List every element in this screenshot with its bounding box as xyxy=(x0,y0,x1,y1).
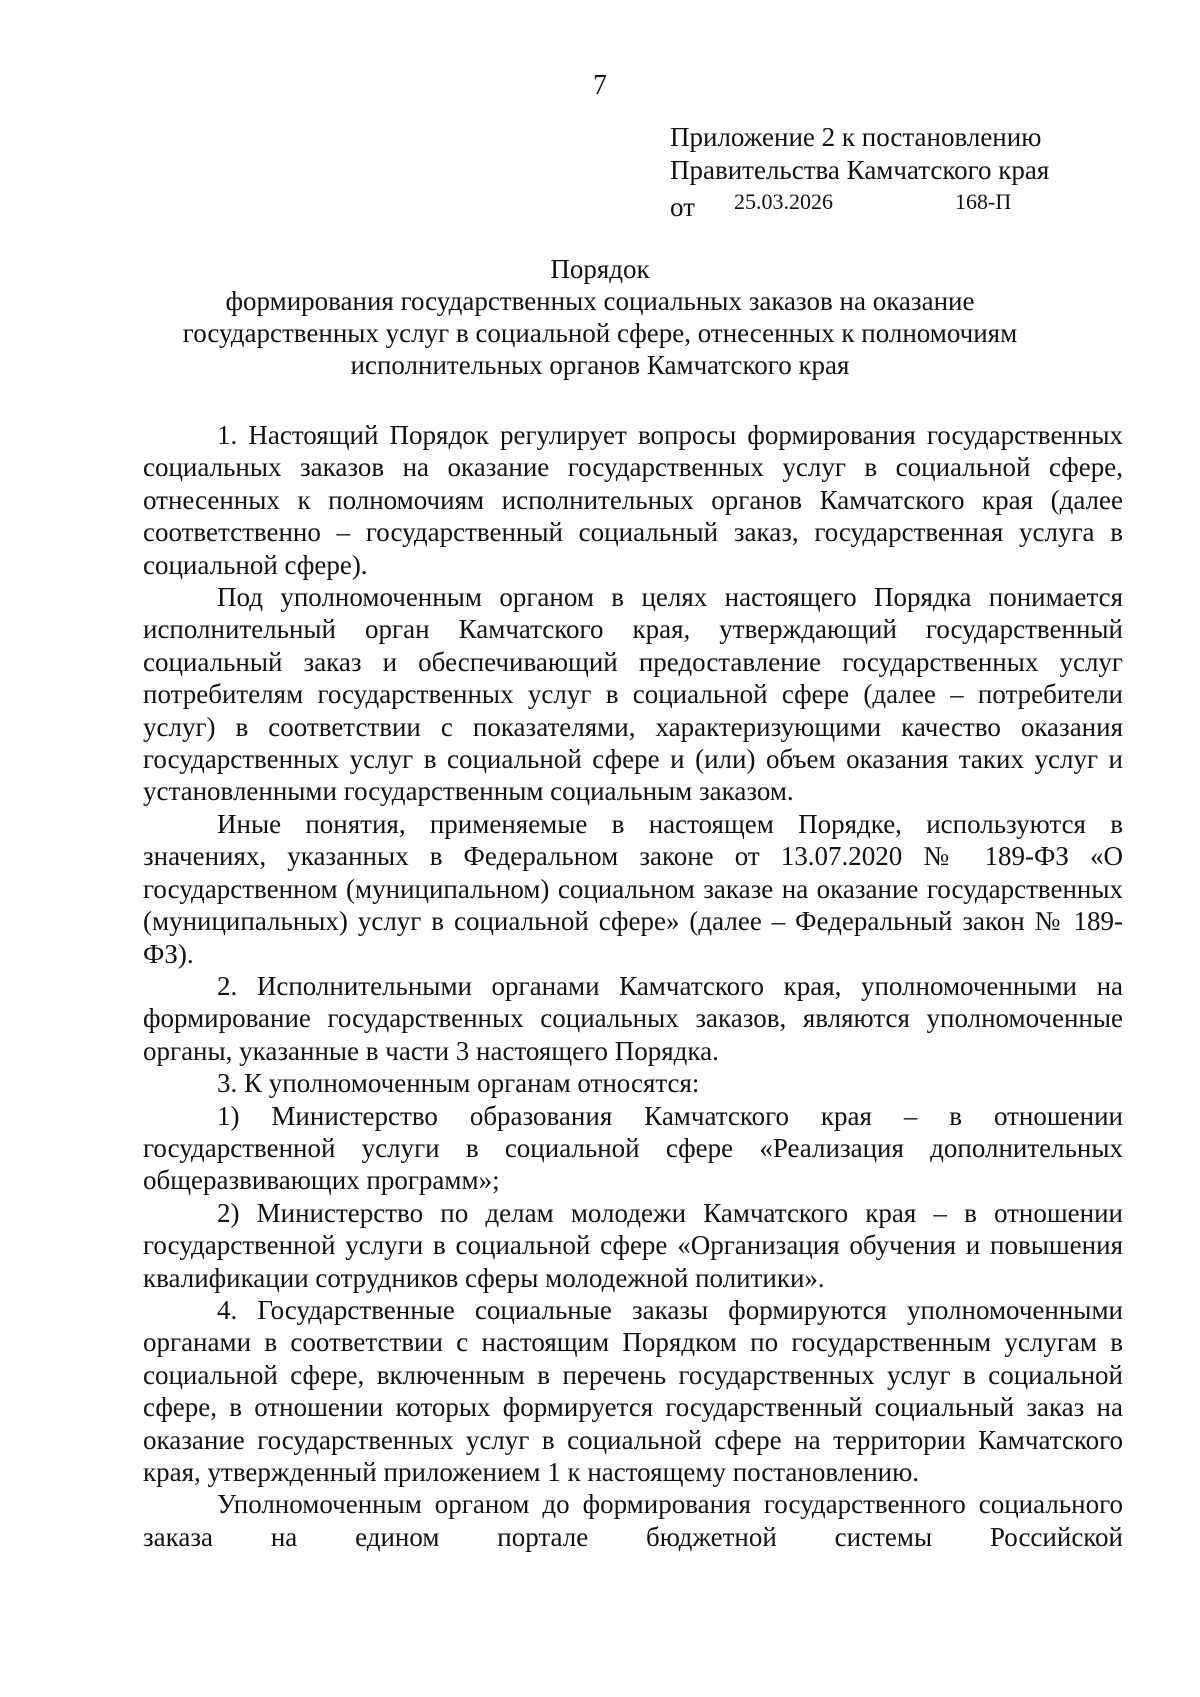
paragraph-5: 3. К уполномоченным органам относятся: xyxy=(217,1068,700,1099)
title-heading: Порядок xyxy=(550,254,650,284)
document-body xyxy=(143,419,1123,1553)
paragraph-3: Иные понятия, применяемые в настоящем Порядке, используются в значениях, указанных в Федеральном законе от 13.07.2020 № 189-ФЗ «О государственном (муниципальном) социальном заказе на оказание государственных (муниципальных) услуг в социальной сфере» (далее – Федеральный закон № 189-ФЗ). xyxy=(143,808,1123,969)
paragraph-1: 1. Настоящий Порядок регулирует вопросы формирования государственных социальных заказов на оказание государственных услуг в социальной сфере, отнесенных к полномочиям исполнительных органов Камчатского края (далее соответственно – государственный социальный заказ, государственная услуга в социальной сфере). xyxy=(143,420,1123,580)
annex-ot: от xyxy=(670,192,695,222)
annex-date-line xyxy=(670,187,1140,221)
document-title xyxy=(150,253,1050,381)
page-number: 7 xyxy=(593,70,607,101)
title-line-1: формирования государственных социальных заказов на оказание xyxy=(225,286,975,316)
annex-header xyxy=(670,121,1140,221)
paragraph-2: Под уполномоченным органом в целях настоящего Порядка понимается исполнительный орган Камчатского края, утверждающий государственный социальный заказ и обеспечивающий предоставление государственных услуг потребителям государственных услуг в социальной сфере (далее – потребители услуг) в соответствии с показателями, характеризующими качество оказания государственных услуг в социальной сфере и (или) объем оказания таких услуг и установленными государственным социальным заказом. xyxy=(143,582,1123,807)
title-line-2: государственных услуг в социальной сфере, отнесенных к полномочиям xyxy=(182,318,1018,348)
annex-line-1: Приложение 2 к постановлению xyxy=(670,122,1042,152)
annex-number: 168-П xyxy=(955,189,1012,214)
paragraph-6: 1) Министерство образования Камчатского края – в отношении государственной услуги в социальной сфере «Реализация дополнительных общеразвивающих программ»; xyxy=(143,1100,1123,1196)
title-line-3: исполнительных органов Камчатского края xyxy=(350,350,850,380)
paragraph-7: 2) Министерство по делам молодежи Камчатского края – в отношении государственной услуги в социальной сфере «Организация обучения и повышения квалификации сотрудников сферы молодежной политики». xyxy=(143,1197,1123,1293)
paragraph-9: Уполномоченным органом до формирования государственного социального заказа на едином портале бюджетной системы Российской xyxy=(143,1489,1123,1552)
annex-date: 25.03.2026 xyxy=(734,189,833,214)
annex-line-2: Правительства Камчатского края xyxy=(670,155,1050,185)
paragraph-4: 2. Исполнительными органами Камчатского края, уполномоченными на формирование государственных социальных заказов, являются уполномоченные органы, указанные в части 3 настоящего Порядка. xyxy=(143,970,1123,1066)
paragraph-8: 4. Государственные социальные заказы формируются уполномоченными органами в соответствии с настоящим Порядком по государственным услугам в социальной сфере, включенным в перечень государственных услуг в социальной сфере, в отношении которых формируется государственный социальный заказ на оказание государственных услуг в социальной сфере на территории Камчатского края, утвержденный приложением 1 к настоящему постановлению. xyxy=(143,1294,1123,1487)
